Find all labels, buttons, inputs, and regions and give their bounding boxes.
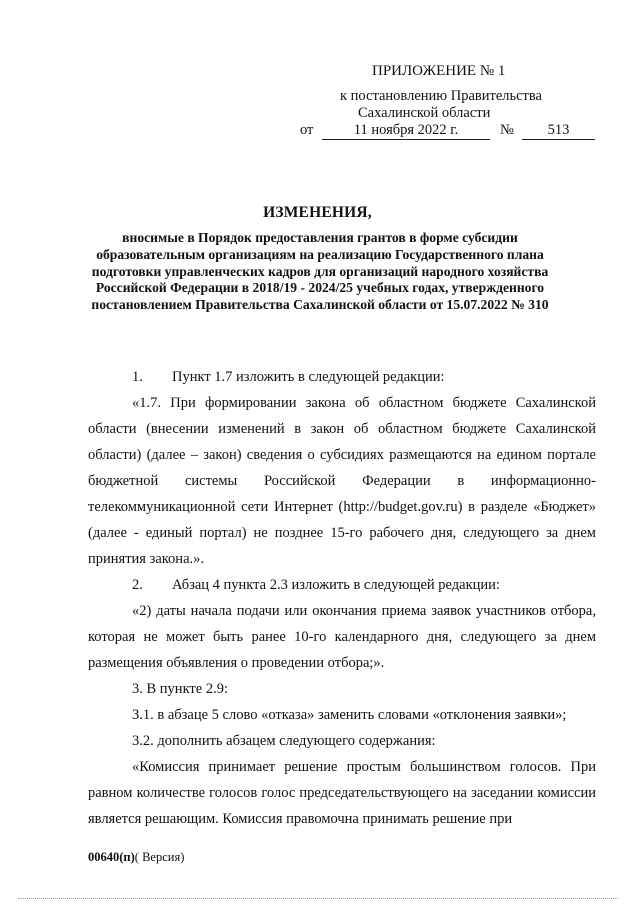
date-number-row	[300, 122, 595, 142]
resolution-date: 11 ноября 2022 г.	[322, 122, 490, 140]
item-2-number: 2.	[132, 577, 143, 593]
item-1-quote: «1.7. При формировании закона об областном бюджете Сахалинской области (внесении изменений в закон об областном бюджете Сахалинской области) (далее – закон) сведения о субсидиях размещаются на едином портале бюджетной системы Российской Федерации в информационно-телекоммуникационной сети Интернет (http://budget.gov.ru) в разделе «Бюджет» (далее - единый портал) не позднее 15-го рабочего дня, следующего за днем принятия закона.».	[88, 395, 596, 567]
document-version: ( Версия)	[134, 850, 185, 864]
item-2-text: Абзац 4 пункта 2.3 изложить в следующей редакции:	[172, 577, 500, 593]
item-3-quote: «Комиссия принимает решение простым большинством голосов. При равном количестве голосов голос председательствующего на заседании комиссии является решающим. Комиссия правомочна принимать решение при	[88, 759, 596, 827]
item-3-1: 3.1. в абзаце 5 слово «отказа» заменить словами «отклонения заявки»;	[132, 707, 567, 723]
document-subtitle: вносимые в Порядок предоставления грантов в форме субсидии образовательным организациям на реализацию Государственного плана подготовки управленческих кадров для организаций народного хозяйства Российской Федерации в 2018/19 - 2024/25 учебных годах, утвержденного постановлением Правительства Сахалинской области от 15.07.2022 № 310	[91, 230, 549, 313]
item-1-number: 1.	[132, 369, 143, 385]
document-title: ИЗМЕНЕНИЯ,	[263, 204, 372, 221]
item-3-2: 3.2. дополнить абзацем следующего содержания:	[132, 733, 436, 749]
item-2	[88, 572, 596, 598]
number-label: №	[500, 122, 514, 138]
appendix-title: ПРИЛОЖЕНИЕ № 1	[372, 63, 506, 79]
scan-edge-line	[18, 898, 618, 900]
region-name: Сахалинской области	[358, 105, 491, 121]
resolution-number: 513	[522, 122, 595, 140]
item-1-text: Пункт 1.7 изложить в следующей редакции:	[172, 369, 445, 385]
from-label: от	[300, 122, 314, 138]
footer	[88, 850, 184, 865]
document-body	[88, 364, 596, 832]
document-code: 00640(п)	[88, 850, 135, 864]
item-3: 3. В пункте 2.9:	[132, 681, 228, 697]
item-1	[88, 364, 596, 390]
resolution-reference: к постановлению Правительства	[340, 88, 542, 104]
item-2-quote: «2) даты начала подачи или окончания приема заявок участников отбора, которая не может быть ранее 10-го календарного дня, следующего за днем размещения объявления о проведении отбора;».	[88, 603, 596, 671]
